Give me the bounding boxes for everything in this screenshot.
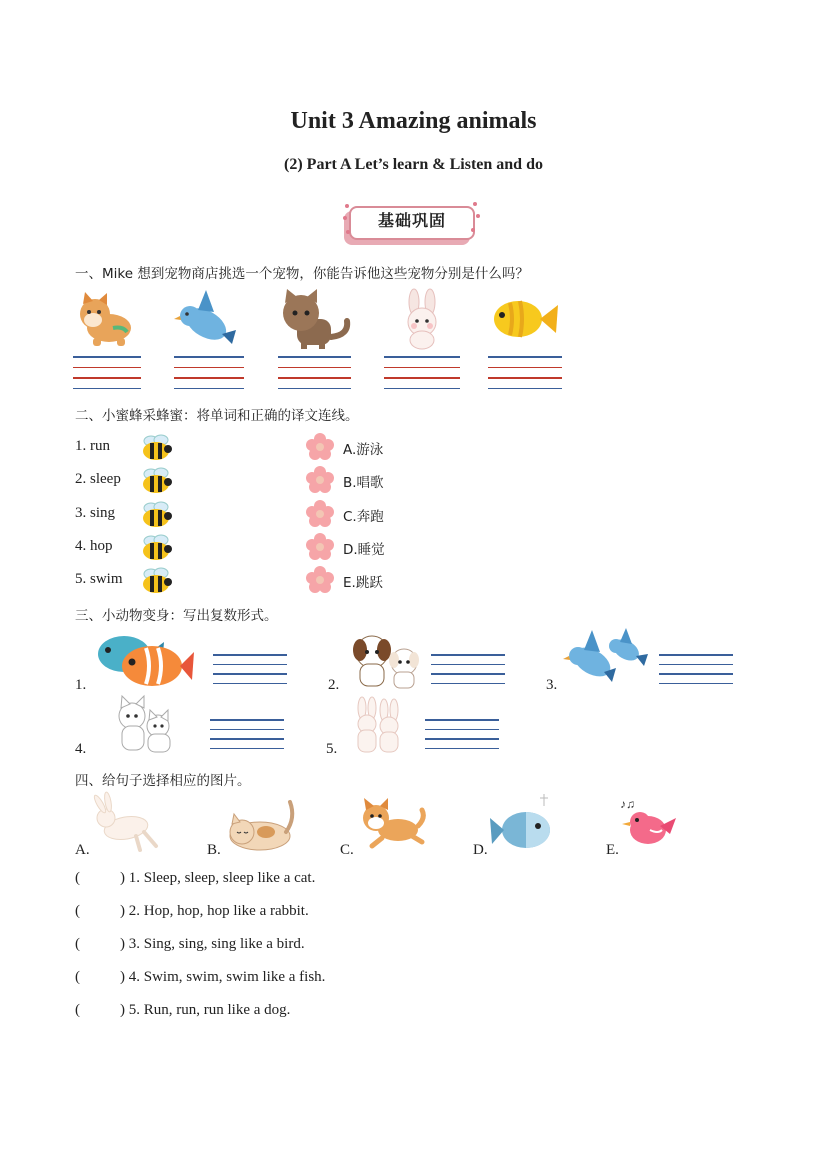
answer-lines-1[interactable] xyxy=(73,356,141,398)
cat-icon xyxy=(279,289,355,356)
sentence-item: ) 5. Run, run, run like a dog. xyxy=(120,1002,291,1018)
running-dog-icon xyxy=(358,796,426,857)
flower-icon[interactable] xyxy=(306,466,334,499)
answer-lines-3[interactable] xyxy=(278,356,351,398)
option-label: B. xyxy=(207,842,221,858)
item-number: 2. xyxy=(328,677,340,693)
word-item: 1. run xyxy=(75,438,110,454)
swimming-fish-icon xyxy=(490,794,560,859)
answer-lines-p4[interactable] xyxy=(210,719,284,757)
dog-pair-icon xyxy=(350,630,426,695)
flower-icon[interactable] xyxy=(306,433,334,466)
sleeping-cat-icon xyxy=(224,798,298,859)
banner-label: 基础巩固 xyxy=(377,211,446,230)
bird-icon xyxy=(176,290,242,355)
bee-icon[interactable] xyxy=(139,567,175,600)
word-item: 2. sleep xyxy=(75,471,121,487)
word-item: 4. hop xyxy=(75,538,113,554)
dog-icon xyxy=(73,290,139,353)
fish-pair-icon xyxy=(94,630,194,697)
answer-paren[interactable]: ( xyxy=(75,936,80,952)
section1-heading: 一、Mike 想到宠物商店挑选一个宠物，你能告诉他这些宠物分别是什么吗？ xyxy=(75,266,529,282)
option-label: A. xyxy=(75,842,90,858)
answer-paren[interactable]: ( xyxy=(75,903,80,919)
answer-lines-p3[interactable] xyxy=(659,654,733,692)
answer-lines-5[interactable] xyxy=(488,356,562,398)
page-subtitle: (2) Part A Let’s learn & Listen and do xyxy=(284,156,543,173)
fish-icon xyxy=(490,295,560,348)
answer-lines-p2[interactable] xyxy=(431,654,505,692)
section2-heading: 二、小蜜蜂采蜂蜜：将单词和正确的译文连线。 xyxy=(75,408,359,424)
page-title: Unit 3 Amazing animals xyxy=(290,108,537,134)
answer-lines-p5[interactable] xyxy=(425,719,499,757)
item-number: 1. xyxy=(75,677,87,693)
bee-icon[interactable] xyxy=(139,501,175,534)
option-label: D. xyxy=(473,842,488,858)
answer-paren[interactable]: ( xyxy=(75,1002,80,1018)
section-banner xyxy=(343,200,478,240)
rabbit-pair-icon xyxy=(354,696,400,761)
cat-pair-icon xyxy=(114,696,178,759)
translation-item: E.跳跃 xyxy=(343,575,383,591)
bird-pair-icon xyxy=(566,628,650,695)
answer-paren[interactable]: ( xyxy=(75,969,80,985)
section4-heading: 四、给句子选择相应的图片。 xyxy=(75,773,251,789)
word-item: 5. swim xyxy=(75,571,123,587)
sentence-item: ) 4. Swim, swim, swim like a fish. xyxy=(120,969,326,985)
translation-item: A.游泳 xyxy=(343,442,384,458)
sentence-item: ) 2. Hop, hop, hop like a rabbit. xyxy=(120,903,309,919)
flower-icon[interactable] xyxy=(306,500,334,533)
rabbit-icon xyxy=(400,290,446,355)
translation-item: D.睡觉 xyxy=(343,542,385,558)
answer-lines-2[interactable] xyxy=(174,356,244,398)
svg-text:♪♫: ♪♫ xyxy=(620,797,635,811)
bee-icon[interactable] xyxy=(139,434,175,467)
flower-icon[interactable] xyxy=(306,566,334,599)
item-number: 4. xyxy=(75,741,87,757)
bee-icon[interactable] xyxy=(139,534,175,567)
section3-heading: 三、小动物变身：写出复数形式。 xyxy=(75,608,278,624)
bee-icon[interactable] xyxy=(139,467,175,500)
rabbit-jumping-icon xyxy=(92,796,158,857)
singing-bird-icon xyxy=(620,796,680,857)
translation-item: C.奔跑 xyxy=(343,509,384,525)
flower-icon[interactable] xyxy=(306,533,334,566)
answer-paren[interactable]: ( xyxy=(75,870,80,886)
option-label: C. xyxy=(340,842,354,858)
item-number: 3. xyxy=(546,677,558,693)
item-number: 5. xyxy=(326,741,338,757)
word-item: 3. sing xyxy=(75,505,116,521)
sentence-item: ) 3. Sing, sing, sing like a bird. xyxy=(120,936,305,952)
translation-item: B.唱歌 xyxy=(343,475,384,491)
option-label: E. xyxy=(606,842,619,858)
sentence-item: ) 1. Sleep, sleep, sleep like a cat. xyxy=(120,870,316,886)
answer-lines-p1[interactable] xyxy=(213,654,287,692)
answer-lines-4[interactable] xyxy=(384,356,460,398)
